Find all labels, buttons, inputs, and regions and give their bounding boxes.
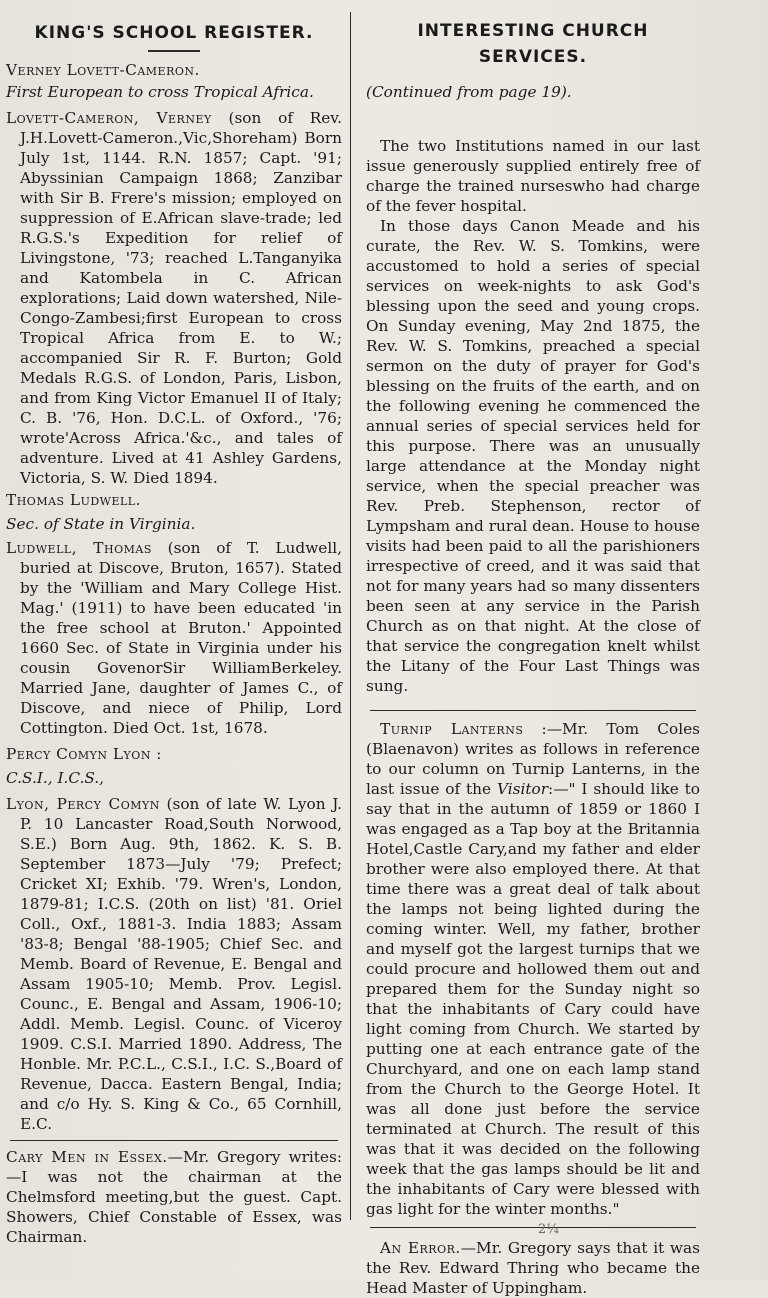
cary-men-body: —Mr. Gregory writes:—I was not the chairman at the Chelmsford meeting,but the guest. Capt. Showers, Chief Constable of Essex, was Chairman. [6, 1148, 342, 1246]
entry-cameron-body: (son of Rev. J.H.Lovett-Cameron.,Vic,Shoreham) Born July 1st, 1144. R.N. 1857; Capt. '91; Abyssinian Campaign 1868; Zanzibar with Sir B. Frere's mission; employed on suppression of E.African slave-trade; led R.G.S.'s Expedition for relief of Livingstone, '73; reached L.Tanganyika and Katombela in C. African explorations; Laid down watershed, Nile-Congo-Zambesi;first European to cross Tropical Africa from E. to W.; accompanied Sir R. F. Burton; Gold Medals R.G.S. of London, Paris, Lisbon, and from King Victor Emanuel II of Italy; C. B. '76, Hon. D.C.L. of Oxford., '76; wrote'Across Africa.'&c., and tales of adventure. Lived at 41 Ashley Gardens, Victoria, S. W. Died 1894. [20, 109, 342, 487]
turnip-visitor: Visitor [496, 780, 549, 798]
error-body: —Mr. Gregory says that it was the Rev. Edward Thring who became the Head Master of Uppingham. [366, 1239, 700, 1297]
entry-lyon-title: C.S.I., I.C.S., [6, 769, 105, 787]
entry-lyon-lead: Lyon, Percy Comyn [6, 795, 160, 813]
entry-ludwell-name: Thomas Ludwell. [6, 491, 141, 509]
entry-lyon-name: Percy Comyn Lyon : [6, 745, 162, 763]
turnip-body-b: :—" I should like to say that in the autumn of 1859 or 1860 I was engaged as a Tap boy at the Britannia Hotel,Castle Cary,and my father and elder brother were also employed there. At that time there was a great deal of talk about the lamps not being lighted during the coming winter. Well, my father, brother and myself got the largest turnips that we could procure and hollowed them out and prepared them for the Sunday night so that the inhabitants of Cary could have light coming from Church. We started by putting one at each entrance gate of the Churchyard, and one on each lamp stand from the Church to the George Hotel. It was all done just before the service terminated at Church. The result of this was that it was decided on the following week that the gas lamps should be lit and the inhabitants of Cary were blessed with gas light for the winter months." [366, 780, 700, 1218]
left-column [6, 0, 342, 1247]
error-lead: An Error. [380, 1239, 461, 1257]
entry-ludwell-title: Sec. of State in Virginia. [6, 515, 196, 533]
entry-cameron-lead: Lovett-Cameron, Verney [6, 109, 212, 127]
entry-cameron-name: Verney Lovett-Cameron. [6, 61, 200, 79]
turnip-lead: Turnip Lanterns [380, 720, 524, 738]
entry-cameron-text [6, 108, 342, 488]
page-folio-mark: 2¼ [538, 1222, 559, 1237]
services-heading-line2: SERVICES. [478, 47, 588, 67]
entry-lyon-text [6, 794, 342, 1134]
cary-men-essex-note [6, 1147, 342, 1247]
right-section-rule-2 [370, 1227, 696, 1228]
entry-cameron-title: First European to cross Tropical Africa. [6, 83, 314, 101]
left-section-rule [10, 1140, 338, 1141]
services-para-1: The two Institutions named in our last issue generously supplied entirely free of charge the trained nurseswho had charge of the fever hospital. [366, 137, 700, 215]
register-heading: KING'S SCHOOL REGISTER. [34, 23, 314, 43]
column-divider [350, 12, 351, 1220]
right-section-rule-1 [370, 710, 696, 711]
services-heading-line1: INTERESTING CHURCH [417, 21, 649, 41]
entry-lyon-body: (son of late W. Lyon J. P. 10 Lancaster Road,South Norwood, S.E.) Born Aug. 9th, 1862. K. S. B. September 1873—July '79; Prefect; Cricket XI; Exhib. '79. Wren's, London, 1879-81; I.C.S. (20th on list) '81. Oriel Coll., Oxf., 1881-3. India 1883; Assam '83-8; Bengal '88-1905; Chief Sec. and Memb. Board of Revenue, E. Bengal and Assam 1905-10; Memb. Prov. Legisl. Counc., E. Bengal and Assam, 1906-10; Addl. Memb. Legisl. Counc. of Viceroy 1909. C.S.I. Married 1890. Address, The Honble. Mr. P.C.L., C.S.I., I.C. S.,Board of Revenue, Dacca. Eastern Bengal, India; and c/o Hy. S. King & Co., 65 Cornhill, E.C. [20, 795, 342, 1133]
heading-rule [148, 50, 200, 52]
services-para-2: In those days Canon Meade and his curate, the Rev. W. S. Tomkins, were accustomed to hold a series of special services on week-nights to ask God's blessing upon the seed and young crops. On Sunday evening, May 2nd 1875, the Rev. W. S. Tomkins, preached a special sermon on the duty of prayer for God's blessing on the fruits of the earth, and on the following evening he commenced the annual series of special services held for this purpose. There was an unusually large attendance at the Monday night service, when the special preacher was Rev. Preb. Stephenson, rector of Lympsham and rural dean. House to house visits had been paid to all the parishioners irrespective of creed, and it was said that not for many years had so many dissenters been seen at any service in the Parish Church as on that night. At the close of that service the congregation knelt whilst the Litany of the Four Last Things was sung. [366, 217, 700, 695]
error-note [366, 1238, 700, 1298]
right-column [366, 0, 700, 1298]
cary-men-lead: Cary Men in Essex. [6, 1148, 168, 1166]
entry-ludwell-lead: Ludwell, Thomas [6, 539, 152, 557]
entry-ludwell-text [6, 538, 342, 738]
entry-ludwell-body: (son of T. Ludwell, buried at Discove, Bruton, 1657). Stated by the 'William and Mary College Hist. Mag.' (1911) to have been educated 'in the free school at Bruton.' Appointed 1660 Sec. of State in Virginia under his cousin GovenorSir WilliamBerkeley. Married Jane, daughter of James C., of Discove, and niece of Philip, Lord Cottington. Died Oct. 1st, 1678. [20, 539, 342, 737]
continued-note: (Continued from page 19). [366, 83, 572, 101]
turnip-body-a: :—Mr. Tom Coles (Blaenavon) writes as follows in reference to our column on Turnip Lanterns, in the last issue of the [366, 720, 700, 798]
turnip-lanterns-note [366, 719, 700, 1219]
